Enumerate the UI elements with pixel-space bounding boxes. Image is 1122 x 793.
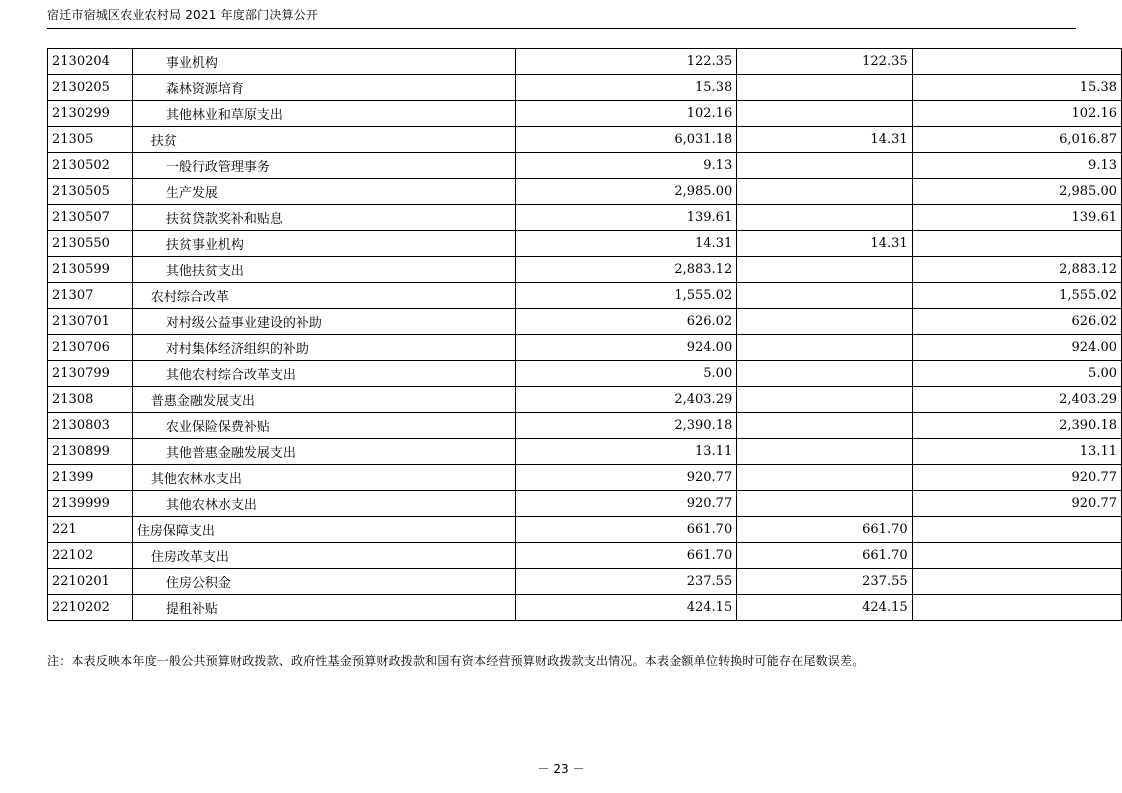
document-header-title: 宿迁市宿城区农业农村局 2021 年度部门决算公开 [47,8,319,22]
subject-code-cell: 221 [48,517,133,543]
project-expenditure-cell [912,517,1121,543]
project-expenditure-cell [912,569,1121,595]
project-expenditure-cell: 2,390.18 [912,413,1121,439]
project-expenditure-cell: 2,883.12 [912,257,1121,283]
subject-code-cell: 2130204 [48,49,133,75]
total-amount-cell: 924.00 [515,335,736,361]
subject-name-cell: 扶贫事业机构 [132,231,515,257]
total-amount-cell: 139.61 [515,205,736,231]
subject-name-cell: 其他林业和草原支出 [132,101,515,127]
total-amount-cell: 920.77 [515,465,736,491]
total-amount-cell: 102.16 [515,101,736,127]
subject-name-cell: 其他农村综合改革支出 [132,361,515,387]
basic-expenditure-cell: 661.70 [737,517,912,543]
total-amount-cell: 13.11 [515,439,736,465]
subject-name-cell: 其他普惠金融发展支出 [132,439,515,465]
subject-code-cell: 2130599 [48,257,133,283]
total-amount-cell: 6,031.18 [515,127,736,153]
basic-expenditure-cell [737,205,912,231]
basic-expenditure-cell: 237.55 [737,569,912,595]
page-number: － 23 － [537,762,585,776]
table-row [48,49,1122,75]
basic-expenditure-cell [737,179,912,205]
project-expenditure-cell: 6,016.87 [912,127,1121,153]
subject-code-cell: 2130507 [48,205,133,231]
total-amount-cell: 2,883.12 [515,257,736,283]
basic-expenditure-cell [737,309,912,335]
total-amount-cell: 14.31 [515,231,736,257]
subject-code-cell: 2130502 [48,153,133,179]
project-expenditure-cell [912,595,1121,621]
table-row [48,387,1122,413]
table-row [48,309,1122,335]
table-row [48,179,1122,205]
expenditure-table-body [48,49,1122,621]
project-expenditure-cell: 2,985.00 [912,179,1121,205]
total-amount-cell: 2,985.00 [515,179,736,205]
basic-expenditure-cell [737,75,912,101]
basic-expenditure-cell: 14.31 [737,231,912,257]
subject-name-cell: 扶贫贷款奖补和贴息 [132,205,515,231]
total-amount-cell: 661.70 [515,543,736,569]
subject-code-cell: 21307 [48,283,133,309]
table-row [48,361,1122,387]
table-row [48,205,1122,231]
subject-code-cell: 21305 [48,127,133,153]
subject-name-cell: 一般行政管理事务 [132,153,515,179]
total-amount-cell: 237.55 [515,569,736,595]
table-row [48,231,1122,257]
table-row [48,127,1122,153]
basic-expenditure-cell [737,257,912,283]
table-row [48,517,1122,543]
project-expenditure-cell: 1,555.02 [912,283,1121,309]
project-expenditure-cell: 139.61 [912,205,1121,231]
table-row [48,413,1122,439]
subject-code-cell: 2130550 [48,231,133,257]
subject-code-cell: 2130701 [48,309,133,335]
table-footnote: 注：本表反映本年度一般公共预算财政拨款、政府性基金预算财政拨款和国有资本经营预算财政拨款支出情况。本表金额单位转换时可能存在尾数误差。 [47,654,865,668]
project-expenditure-cell [912,231,1121,257]
subject-name-cell: 住房保障支出 [132,517,515,543]
subject-code-cell: 2210202 [48,595,133,621]
subject-code-cell: 2130803 [48,413,133,439]
project-expenditure-cell: 920.77 [912,465,1121,491]
project-expenditure-cell [912,49,1121,75]
total-amount-cell: 661.70 [515,517,736,543]
subject-code-cell: 22102 [48,543,133,569]
subject-name-cell: 扶贫 [132,127,515,153]
total-amount-cell: 9.13 [515,153,736,179]
total-amount-cell: 15.38 [515,75,736,101]
table-row [48,439,1122,465]
subject-name-cell: 农业保险保费补贴 [132,413,515,439]
project-expenditure-cell: 2,403.29 [912,387,1121,413]
total-amount-cell: 2,390.18 [515,413,736,439]
total-amount-cell: 626.02 [515,309,736,335]
subject-name-cell: 其他扶贫支出 [132,257,515,283]
subject-name-cell: 提租补贴 [132,595,515,621]
table-row [48,335,1122,361]
basic-expenditure-cell: 661.70 [737,543,912,569]
basic-expenditure-cell [737,439,912,465]
expenditure-table [47,48,1122,621]
total-amount-cell: 2,403.29 [515,387,736,413]
subject-name-cell: 其他农林水支出 [132,491,515,517]
table-row [48,283,1122,309]
basic-expenditure-cell [737,465,912,491]
project-expenditure-cell: 920.77 [912,491,1121,517]
project-expenditure-cell: 924.00 [912,335,1121,361]
table-row [48,101,1122,127]
total-amount-cell: 1,555.02 [515,283,736,309]
project-expenditure-cell: 626.02 [912,309,1121,335]
basic-expenditure-cell [737,361,912,387]
project-expenditure-cell: 102.16 [912,101,1121,127]
basic-expenditure-cell [737,101,912,127]
subject-name-cell: 对村级公益事业建设的补助 [132,309,515,335]
basic-expenditure-cell [737,335,912,361]
subject-code-cell: 2130899 [48,439,133,465]
basic-expenditure-cell [737,491,912,517]
basic-expenditure-cell: 14.31 [737,127,912,153]
subject-code-cell: 2130299 [48,101,133,127]
total-amount-cell: 5.00 [515,361,736,387]
total-amount-cell: 920.77 [515,491,736,517]
header-divider [47,28,1076,29]
table-row [48,543,1122,569]
table-row [48,153,1122,179]
basic-expenditure-cell [737,387,912,413]
subject-code-cell: 2210201 [48,569,133,595]
subject-name-cell: 事业机构 [132,49,515,75]
subject-code-cell: 2139999 [48,491,133,517]
subject-name-cell: 其他农林水支出 [132,465,515,491]
project-expenditure-cell: 9.13 [912,153,1121,179]
basic-expenditure-cell: 122.35 [737,49,912,75]
basic-expenditure-cell: 424.15 [737,595,912,621]
basic-expenditure-cell [737,283,912,309]
subject-name-cell: 住房公积金 [132,569,515,595]
subject-code-cell: 2130706 [48,335,133,361]
table-row [48,569,1122,595]
subject-name-cell: 普惠金融发展支出 [132,387,515,413]
subject-name-cell: 住房改革支出 [132,543,515,569]
project-expenditure-cell: 15.38 [912,75,1121,101]
project-expenditure-cell [912,543,1121,569]
subject-name-cell: 农村综合改革 [132,283,515,309]
table-row [48,75,1122,101]
total-amount-cell: 424.15 [515,595,736,621]
subject-name-cell: 对村集体经济组织的补助 [132,335,515,361]
subject-name-cell: 森林资源培育 [132,75,515,101]
basic-expenditure-cell [737,413,912,439]
subject-name-cell: 生产发展 [132,179,515,205]
table-row [48,465,1122,491]
table-row [48,595,1122,621]
project-expenditure-cell: 5.00 [912,361,1121,387]
project-expenditure-cell: 13.11 [912,439,1121,465]
subject-code-cell: 21399 [48,465,133,491]
table-row [48,257,1122,283]
subject-code-cell: 2130205 [48,75,133,101]
subject-code-cell: 21308 [48,387,133,413]
subject-code-cell: 2130799 [48,361,133,387]
subject-code-cell: 2130505 [48,179,133,205]
basic-expenditure-cell [737,153,912,179]
table-row [48,491,1122,517]
total-amount-cell: 122.35 [515,49,736,75]
